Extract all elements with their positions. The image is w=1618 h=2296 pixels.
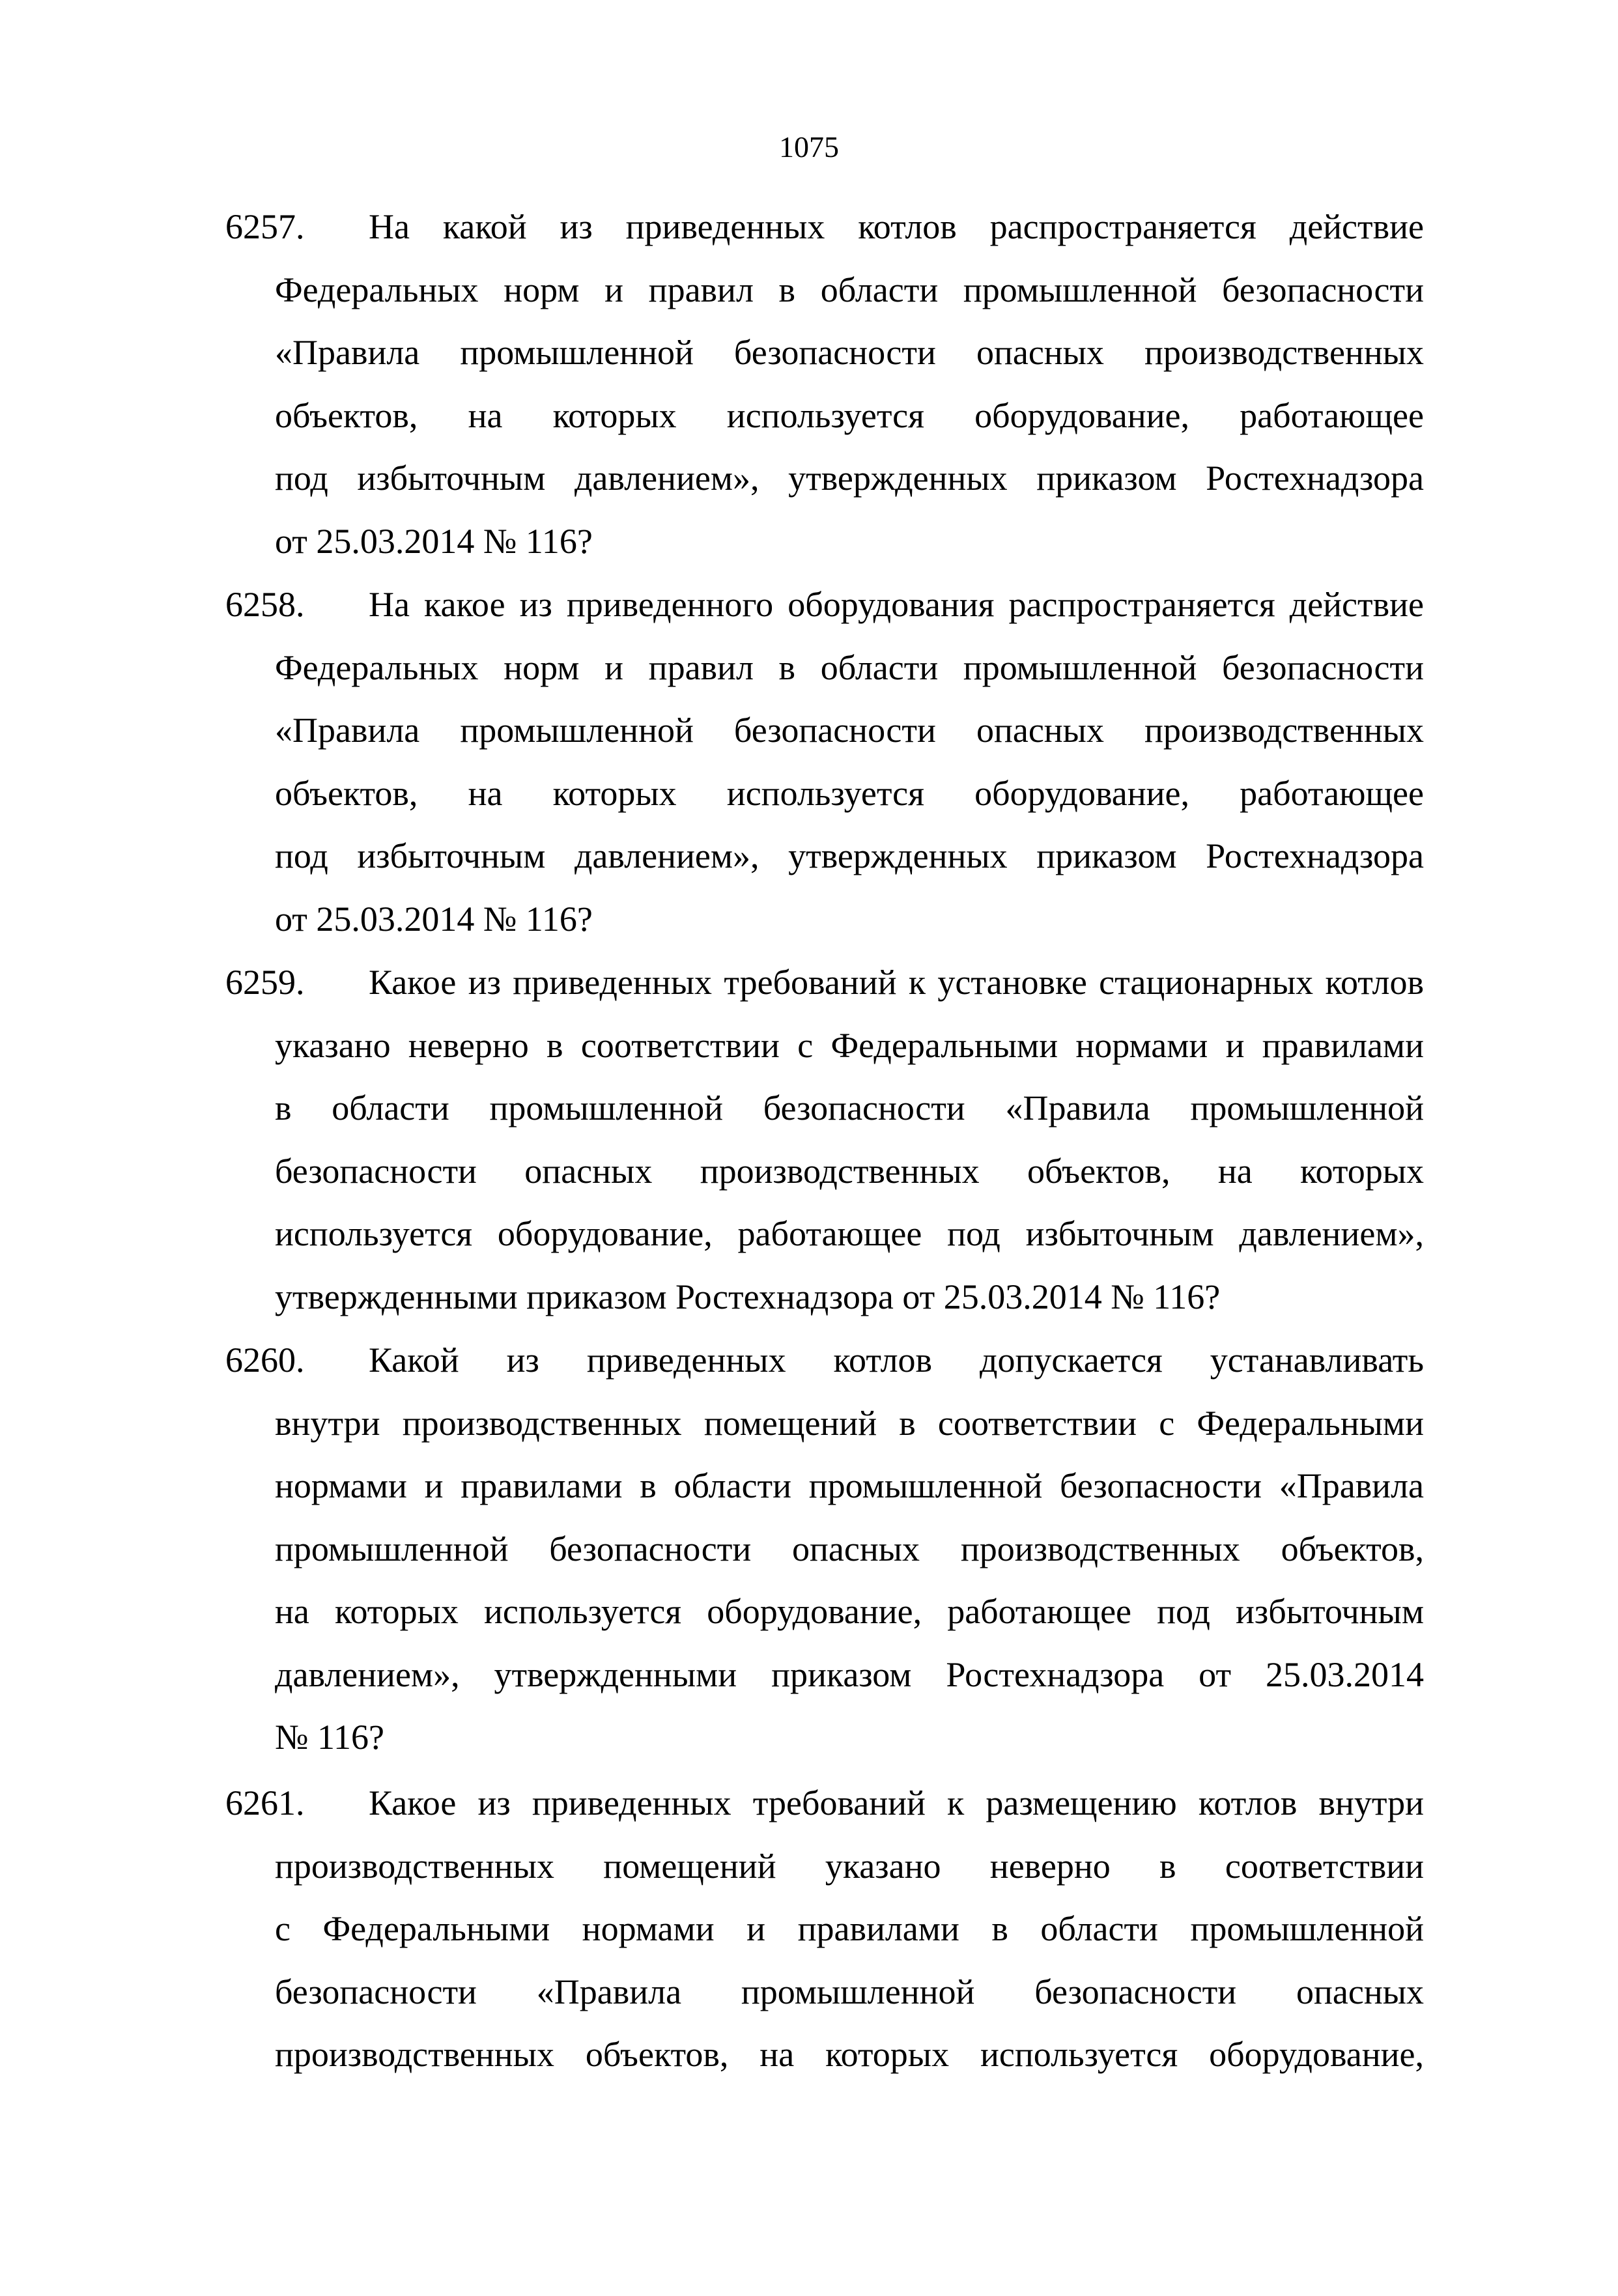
question-line: под избыточным давлением», утвержденных приказом Ростехнадзора	[275, 836, 1424, 875]
question-line: давлением», утвержденными приказом Ростехнадзора от 25.03.2014	[275, 1654, 1424, 1694]
question-line: производственных помещений указано неверно в соответствии	[275, 1846, 1424, 1886]
question-line: утвержденными приказом Ростехнадзора от 25.03.2014 № 116?	[275, 1277, 1221, 1316]
question-number: 6259.	[225, 963, 305, 1002]
question-text	[275, 1772, 1424, 2086]
question-line: от 25.03.2014 № 116?	[275, 899, 593, 939]
question-line: под избыточным давлением», утвержденных приказом Ростехнадзора	[275, 459, 1424, 498]
question-line: № 116?	[275, 1718, 384, 1757]
question-line: внутри производственных помещений в соответствии с Федеральными	[275, 1403, 1424, 1443]
question-6259	[225, 951, 1424, 1328]
question-line: промышленной безопасности опасных производственных объектов,	[275, 1529, 1424, 1568]
question-line: объектов, на которых используется оборудование, работающее	[275, 395, 1424, 435]
question-line: нормами и правилами в области промышленной безопасности «Правила	[275, 1466, 1424, 1505]
question-number: 6257.	[225, 207, 305, 246]
question-number: 6261.	[225, 1783, 305, 1822]
question-line: в области промышленной безопасности «Правила промышленной	[275, 1088, 1424, 1127]
question-text	[275, 1329, 1424, 1769]
question-6257	[225, 195, 1424, 573]
question-line: производственных объектов, на которых используется оборудование,	[275, 2035, 1424, 2074]
question-line: безопасности «Правила промышленной безопасности опасных	[275, 1972, 1424, 2011]
question-line: объектов, на которых используется оборудование, работающее	[275, 773, 1424, 813]
question-line: Какое из приведенных требований к установке стационарных котлов	[369, 963, 1424, 1002]
question-line: Федеральных норм и правил в области промышленной безопасности	[275, 270, 1424, 309]
question-line: на которых используется оборудование, работающее под избыточным	[275, 1592, 1424, 1631]
question-line: На какой из приведенных котлов распространяется действие	[369, 207, 1424, 246]
question-6261	[225, 1772, 1424, 2086]
question-line: На какое из приведенного оборудования распространяется действие	[369, 585, 1424, 624]
question-line: используется оборудование, работающее под избыточным давлением»,	[275, 1214, 1424, 1253]
question-number: 6260.	[225, 1340, 305, 1380]
question-line: с Федеральными нормами и правилами в области промышленной	[275, 1909, 1424, 1948]
question-text	[275, 195, 1424, 573]
question-6258	[225, 573, 1424, 950]
question-text	[275, 951, 1424, 1328]
question-line: безопасности опасных производственных объектов, на которых	[275, 1151, 1424, 1191]
question-line: «Правила промышленной безопасности опасных производственных	[275, 711, 1424, 750]
question-line: Какое из приведенных требований к размещению котлов внутри	[369, 1783, 1424, 1822]
page-number: 1075	[779, 130, 839, 163]
question-line: Какой из приведенных котлов допускается устанавливать	[369, 1340, 1424, 1380]
question-text	[275, 573, 1424, 950]
question-line: от 25.03.2014 № 116?	[275, 521, 593, 561]
question-line: указано неверно в соответствии с Федеральными нормами и правилами	[275, 1025, 1424, 1065]
question-line: «Правила промышленной безопасности опасных производственных	[275, 333, 1424, 372]
question-line: Федеральных норм и правил в области промышленной безопасности	[275, 647, 1424, 687]
question-number: 6258.	[225, 585, 305, 624]
question-6260	[225, 1329, 1424, 1769]
